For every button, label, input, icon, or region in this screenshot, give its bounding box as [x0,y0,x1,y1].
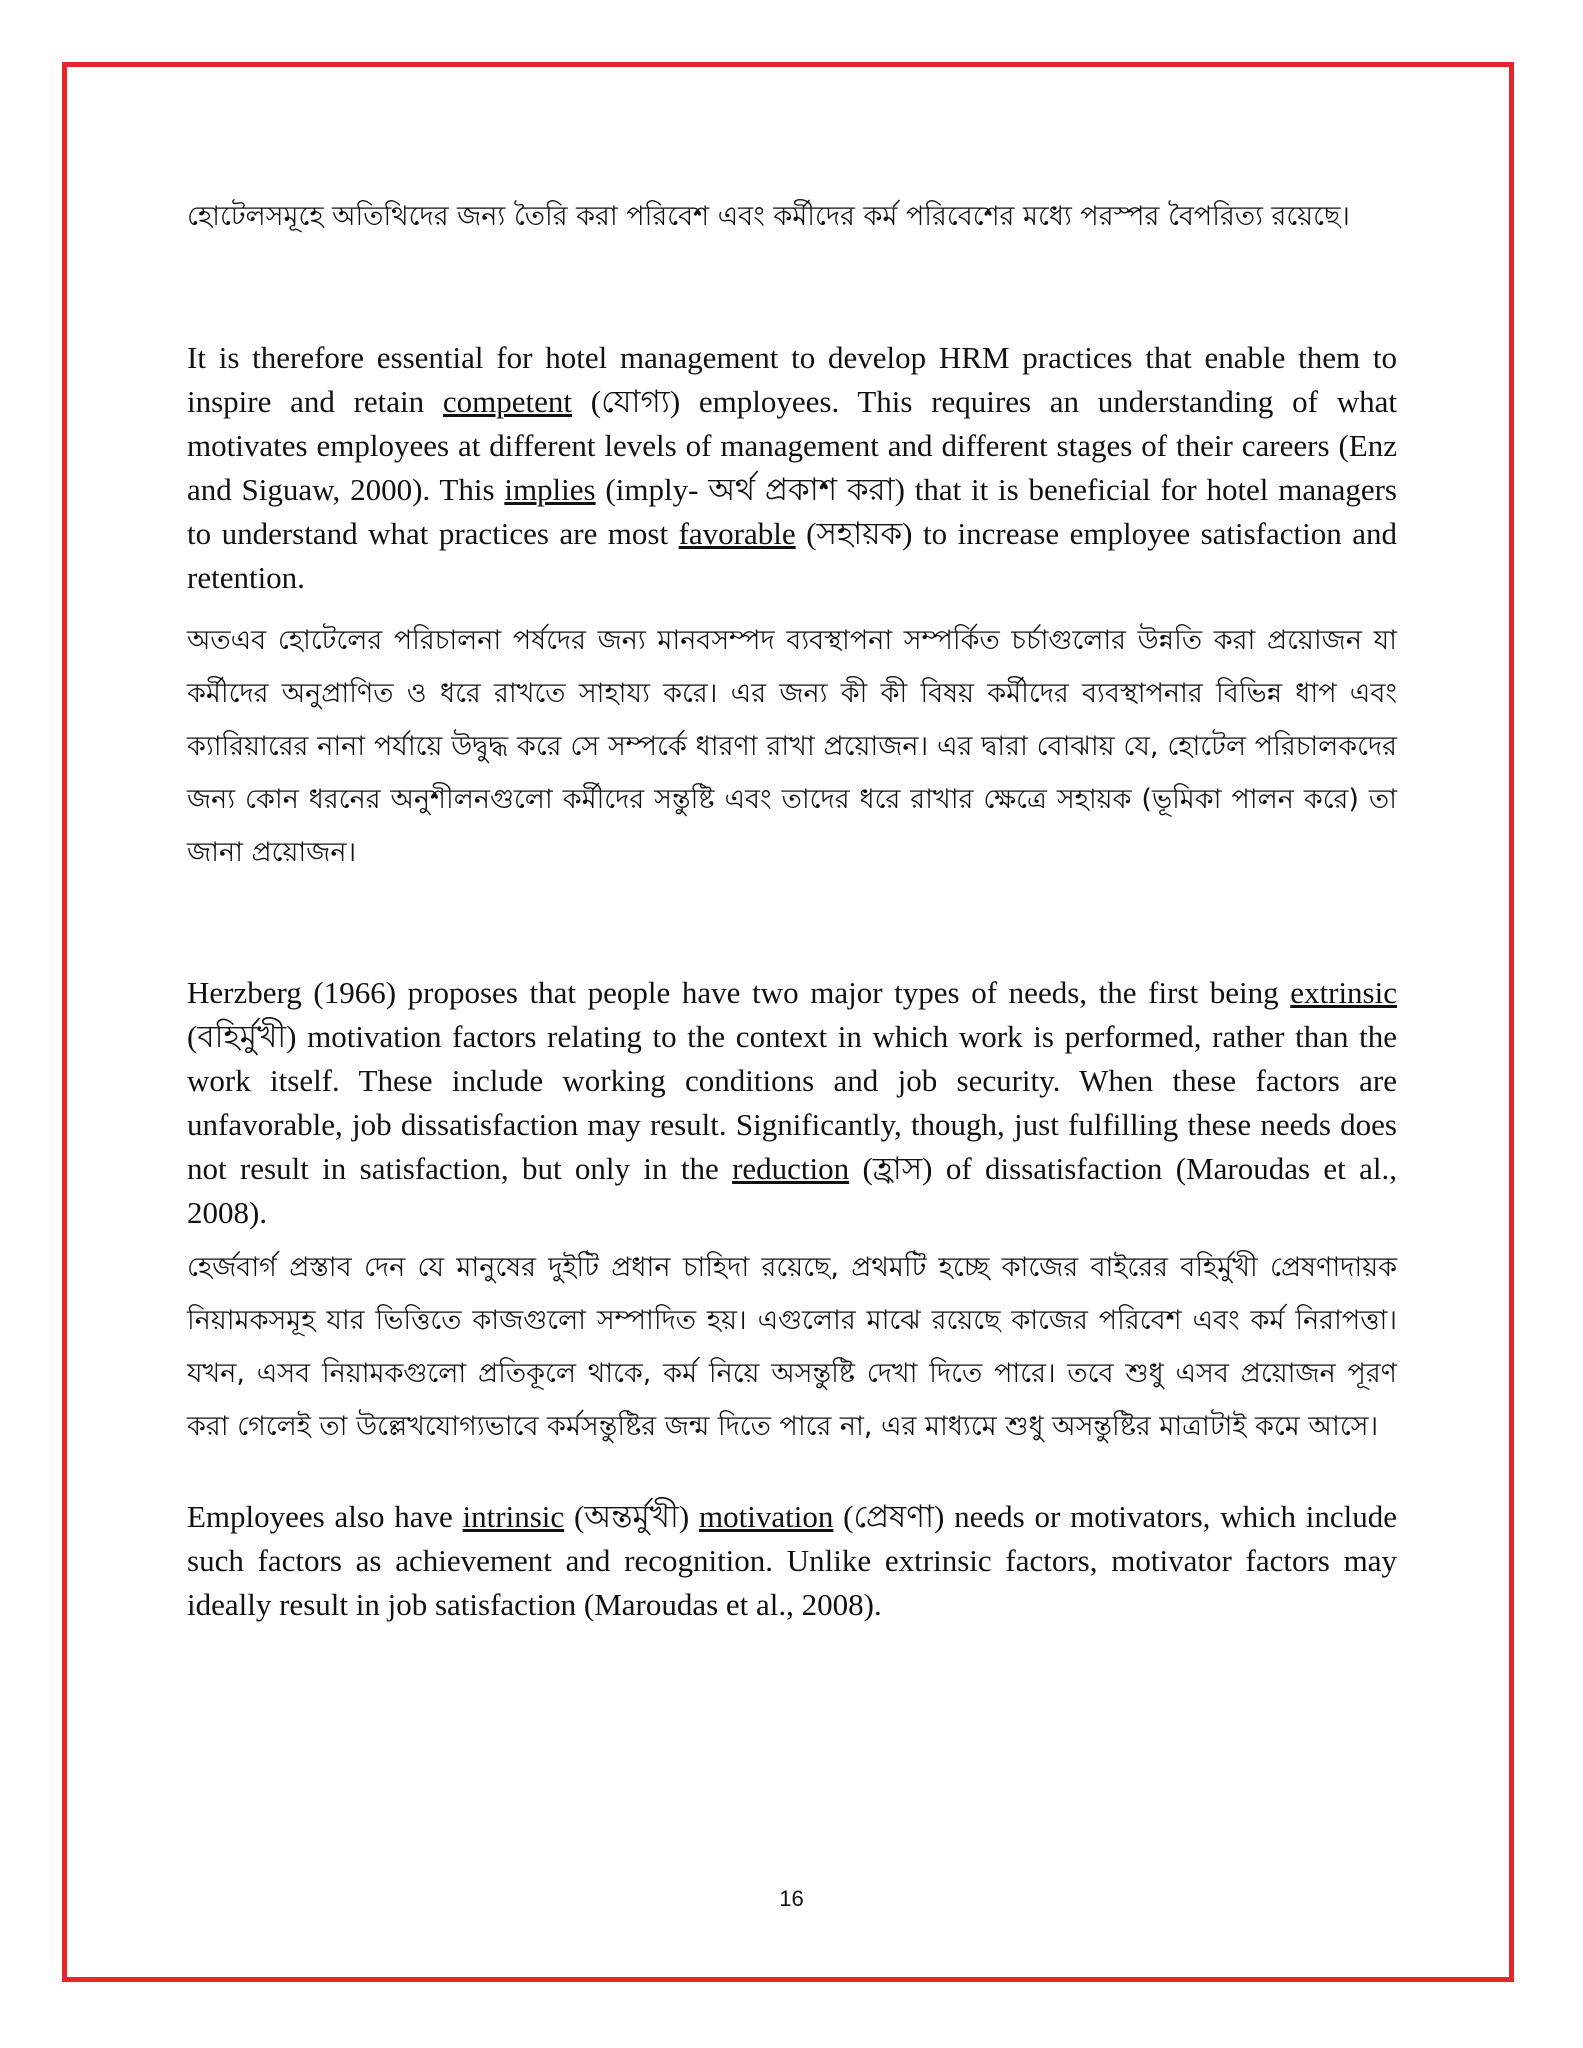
text: (হ্রাস) of dissatisfaction (Maroudas et al., 2008). [187,1151,1397,1230]
text: (imply- অর্থ প্রকাশ করা) that it is beneficial for hotel managers to understand what practices are most [187,472,1398,551]
text: Herzberg (1966) proposes that people have two major types of needs, the first being [187,975,1291,1010]
text: (যোগ্য) employees. This requires an understanding of what motivates employees at different levels of management and different stages of their careers (Enz and Siguaw, 2000). This [187,384,1397,507]
vocab-motivation: motivation [699,1499,834,1534]
vocab-intrinsic: intrinsic [462,1499,565,1534]
text: (বহির্মুখী) motivation factors relating to the context in which work is performed, rather than the work itself. These include working conditions and job security. When these factors are unfavorable, job dissatisfaction may result. Significantly, though, just fulfilling these needs does not result in satisfaction, but only in the [187,1019,1397,1186]
vocab-extrinsic: extrinsic [1290,975,1397,1010]
page-number: 16 [779,1886,804,1911]
bengali-paragraph-1: হোটেলসমূহে অতিথিদের জন্য তৈরি করা পরিবেশ এবং কর্মীদের কর্ম পরিবেশের মধ্যে পরস্পর বৈপরিত্য রয়েছে। [187,201,1350,232]
english-paragraph-2 [187,971,1397,1235]
text: It is therefore essential for hotel management to develop HRM practices that enable them to inspire and retain [187,340,1397,419]
english-paragraph-3 [187,1495,1397,1627]
text: (সহায়ক) to increase employee satisfaction and retention. [187,516,1397,595]
bengali-paragraph-2: অতএব হোটেলের পরিচালনা পর্ষদের জন্য মানবসম্পদ ব্যবস্থাপনা সম্পর্কিত চর্চাগুলোর উন্নতি করা প্রয়োজন যা কর্মীদের অনুপ্রাণিত ও ধরে রাখতে সাহায্য করে। এর জন্য কী কী বিষয় কর্মীদের ব্যবস্থাপনার বিভিন্ন ধাপ এবং ক্যারিয়ারের নানা পর্যায়ে উদ্বুদ্ধ করে সে সম্পর্কে ধারণা রাখা প্রয়োজন। এর দ্বারা বোঝায় যে, হোটেল পরিচালকদের জন্য কোন ধরনের অনুশীলনগুলো কর্মীদের সন্তুষ্টি এবং তাদের ধরে রাখার ক্ষেত্রে সহায়ক (ভূমিকা পালন করে) তা জানা প্রয়োজন। [187,625,1397,868]
vocab-implies: implies [504,472,596,507]
document-body [187,190,1397,1627]
vocab-reduction: reduction [732,1151,850,1186]
vocab-competent: competent [442,384,573,419]
text: (প্রেষণা) needs or motivators, which include such factors as achievement and recognition. Unlike extrinsic factors, motivator factors may ideally result in job satisfaction (Maroudas et al., 2008). [187,1499,1397,1622]
text: Employees also have [187,1499,463,1534]
bengali-paragraph-3: হের্জবার্গ প্রস্তাব দেন যে মানুষের দুইটি প্রধান চাহিদা রয়েছে, প্রথমটি হচ্ছে কাজের বাইরের বহির্মুখী প্রেষণাদায়ক নিয়ামকসমূহ যার ভিত্তিতে কাজগুলো সম্পাদিত হয়। এগুলোর মাঝে রয়েছে কাজের পরিবেশ এবং কর্ম নিরাপত্তা। যখন, এসব নিয়ামকগুলো প্রতিকূলে থাকে, কর্ম নিয়ে অসন্তুষ্টি দেখা দিতে পারে। তবে শুধু এসব প্রয়োজন পূরণ করা গেলেই তা উল্লেখযোগ্যভাবে কর্মসন্তুষ্টির জন্ম দিতে পারে না, এর মাধ্যমে শুধু অসন্তুষ্টির মাত্রাটাই কমে আসে। [187,1252,1397,1442]
vocab-favorable: favorable [678,516,796,551]
text: (অন্তর্মুখী) [564,1499,700,1534]
english-paragraph-1 [187,336,1397,600]
